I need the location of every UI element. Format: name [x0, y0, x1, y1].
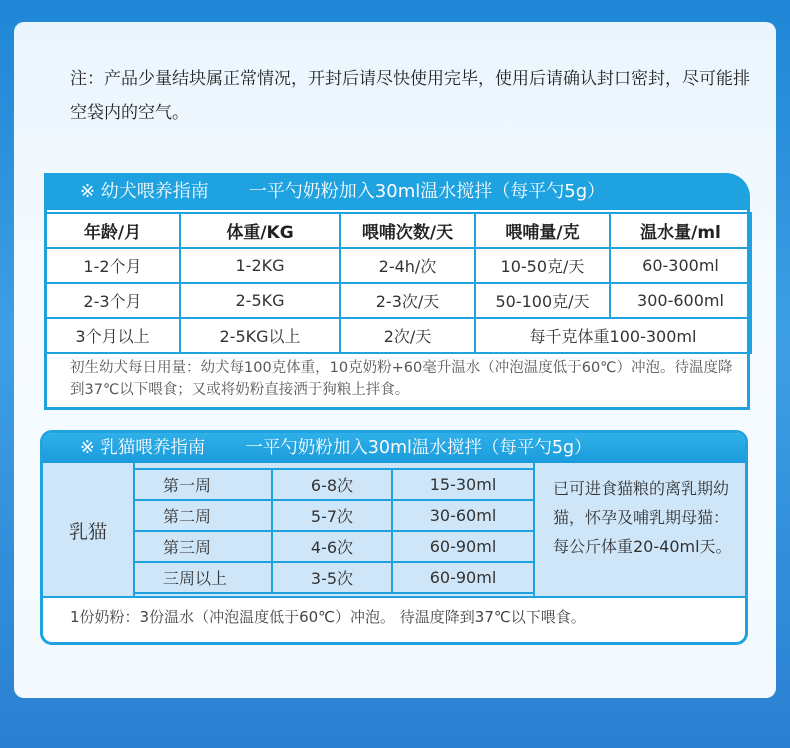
- cell-times: 4-6次: [272, 531, 392, 562]
- puppy-guide-title: [80, 176, 605, 208]
- kitten-guide-heading: ※ 乳猫喂养指南: [80, 438, 206, 458]
- header-age: 年龄/月: [45, 213, 180, 248]
- table-row: [45, 318, 751, 353]
- cell-week: 第二周: [134, 500, 272, 531]
- divider: [43, 596, 745, 598]
- kitten-guide-subtitle: 一平勺奶粉加入30ml温水搅拌（每平勺5g）: [245, 438, 592, 458]
- kitten-side-note: 已可进食猫粮的离乳期幼猫，怀孕及哺乳期母猫：每公斤体重20-40ml天。: [553, 479, 732, 556]
- kitten-guide-title: [80, 433, 592, 463]
- table-row: [134, 531, 534, 562]
- cell-times: 5-7次: [272, 500, 392, 531]
- cell-amount: 30-60ml: [392, 500, 534, 531]
- cell-amount: 60-90ml: [392, 531, 534, 562]
- cell-times: 3-5次: [272, 562, 392, 593]
- cell-water: 60-300ml: [610, 248, 751, 283]
- table-row: [45, 283, 751, 318]
- cell-amount: 60-90ml: [392, 562, 534, 593]
- cell-week: 第一周: [134, 469, 272, 500]
- puppy-feeding-table: [44, 212, 752, 354]
- cell-amount: 50-100克/天: [475, 283, 610, 318]
- cell-times: 2-4h/次: [340, 248, 475, 283]
- table-row: [134, 500, 534, 531]
- cell-weight: 2-5KG: [180, 283, 340, 318]
- cell-times: 6-8次: [272, 469, 392, 500]
- cell-age: 1-2个月: [45, 248, 180, 283]
- kitten-label: 乳猫: [68, 521, 107, 543]
- cell-amount: 15-30ml: [392, 469, 534, 500]
- table-header-row: [45, 213, 751, 248]
- cell-week: 三周以上: [134, 562, 272, 593]
- table-row: [134, 562, 534, 593]
- cell-age: 2-3个月: [45, 283, 180, 318]
- puppy-guide-subtitle: 一平勺奶粉加入30ml温水搅拌（每平勺5g）: [248, 181, 606, 202]
- kitten-feeding-table: [133, 468, 535, 594]
- cell-weight: 1-2KG: [180, 248, 340, 283]
- table-row: [45, 248, 751, 283]
- cell-age: 3个月以上: [45, 318, 180, 353]
- storage-note: 注：产品少量结块属正常情况，开封后请尽快使用完毕，使用后请确认封口密封，尽可能排空袋内的空气。: [70, 69, 750, 123]
- cell-times: 2次/天: [340, 318, 475, 353]
- puppy-footnote: 初生幼犬每日用量：幼犬每100克体重，10克奶粉+60毫升温水（冲泡温度低于60℃）冲泡。待温度降到37℃以下喂食；又或将奶粉直接洒于狗粮上拌食。: [70, 360, 733, 398]
- table-row: [134, 469, 534, 500]
- cell-amount-merged: 每千克体重100-300ml: [475, 318, 751, 353]
- cell-weight: 2-5KG以上: [180, 318, 340, 353]
- header-times: 喂哺次数/天: [340, 213, 475, 248]
- puppy-guide-heading: ※ 幼犬喂养指南: [80, 181, 209, 202]
- cell-week: 第三周: [134, 531, 272, 562]
- kitten-footnote: 1份奶粉：3份温水（冲泡温度低于60℃）冲泡。 待温度降到37℃以下喂食。: [70, 608, 586, 626]
- header-amount: 喂哺量/克: [475, 213, 610, 248]
- cell-water: 300-600ml: [610, 283, 751, 318]
- cell-times: 2-3次/天: [340, 283, 475, 318]
- cell-amount: 10-50克/天: [475, 248, 610, 283]
- header-weight: 体重/KG: [180, 213, 340, 248]
- header-water: 温水量/ml: [610, 213, 751, 248]
